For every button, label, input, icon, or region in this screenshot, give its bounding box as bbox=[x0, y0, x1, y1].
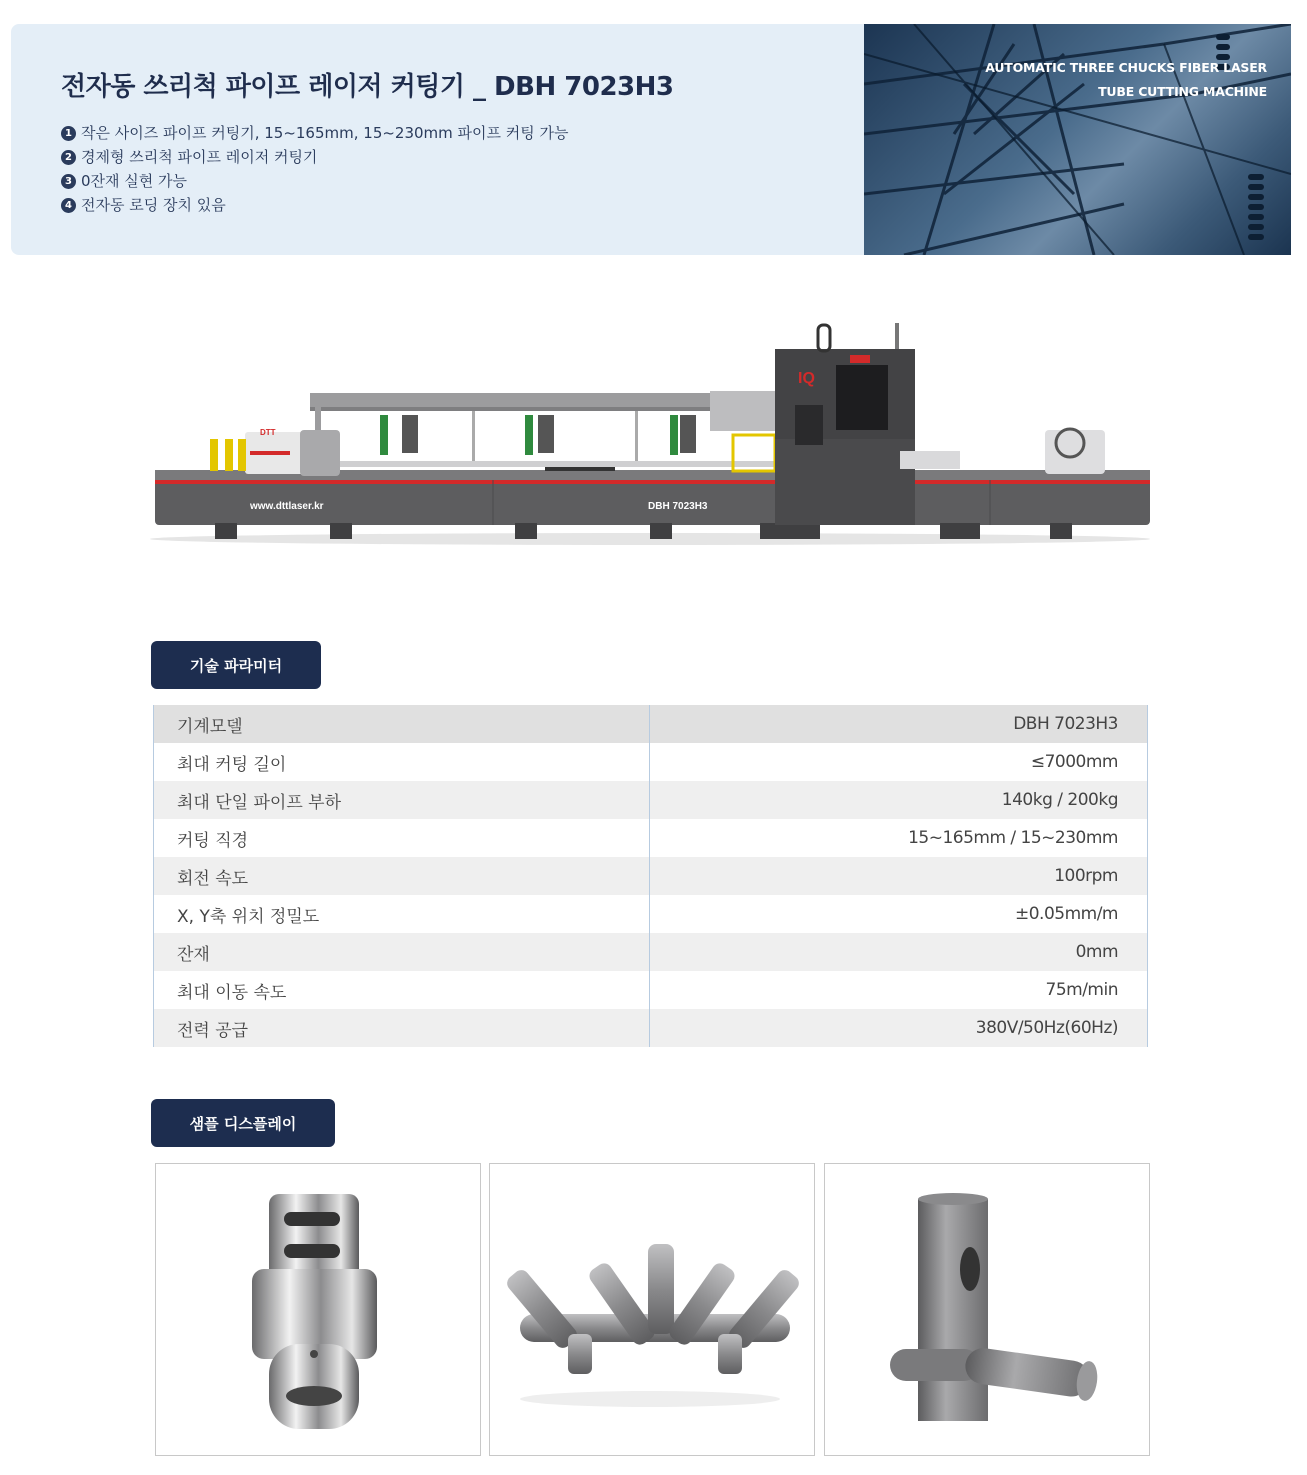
table-row bbox=[154, 933, 1147, 971]
machine-website-label: www.dttlaser.kr bbox=[250, 501, 324, 512]
feature-item bbox=[61, 193, 569, 217]
table-row bbox=[154, 857, 1147, 895]
feature-text: 경제형 쓰리척 파이프 레이저 커팅기 bbox=[81, 148, 318, 166]
feature-number-badge: 3 bbox=[61, 174, 76, 189]
banner-english-line-1: AUTOMATIC THREE CHUCKS FIBER LASER bbox=[985, 60, 1267, 75]
spec-label: X, Y축 위치 정밀도 bbox=[154, 895, 650, 933]
spec-label: 최대 이동 속도 bbox=[154, 971, 650, 1009]
feature-item bbox=[61, 145, 569, 169]
table-row bbox=[154, 971, 1147, 1009]
table-row bbox=[154, 895, 1147, 933]
header-banner bbox=[11, 24, 1291, 255]
table-row bbox=[154, 1009, 1147, 1047]
spec-label: 커팅 직경 bbox=[154, 819, 650, 857]
spec-table bbox=[153, 705, 1148, 1047]
sample-image-branched-tube bbox=[489, 1163, 815, 1456]
feature-number-badge: 4 bbox=[61, 198, 76, 213]
machine-image bbox=[150, 315, 1150, 550]
feature-list bbox=[61, 121, 569, 217]
page-title: 전자동 쓰리척 파이프 레이저 커팅기 _ DBH 7023H3 bbox=[61, 72, 674, 102]
machine-brand-small: DTT bbox=[260, 428, 276, 437]
table-row bbox=[154, 705, 1147, 743]
banner-image-power-tower bbox=[864, 24, 1291, 255]
feature-number-badge: 2 bbox=[61, 150, 76, 165]
feature-item bbox=[61, 169, 569, 193]
spec-value: DBH 7023H3 bbox=[1013, 714, 1118, 734]
spec-label: 최대 단일 파이프 부하 bbox=[154, 781, 650, 819]
table-row bbox=[154, 743, 1147, 781]
feature-number-badge: 1 bbox=[61, 126, 76, 141]
sample-image-intersecting-tubes bbox=[824, 1163, 1150, 1456]
intersecting-tube-sample bbox=[825, 1164, 1151, 1457]
banner-english-line-2: TUBE CUTTING MACHINE bbox=[1098, 84, 1267, 99]
spec-value: ≤7000mm bbox=[1030, 752, 1118, 772]
table-row bbox=[154, 819, 1147, 857]
svg-text:IQ: IQ bbox=[798, 370, 815, 387]
spec-value: ±0.05mm/m bbox=[1014, 904, 1118, 924]
sample-image-stainless-fitting bbox=[155, 1163, 481, 1456]
samples-section-title: 샘플 디스플레이 bbox=[151, 1099, 335, 1147]
spec-value: 380V/50Hz(60Hz) bbox=[975, 1018, 1118, 1038]
feature-text: 0잔재 실현 가능 bbox=[81, 172, 188, 190]
machine-model-label: DBH 7023H3 bbox=[648, 501, 708, 512]
params-section-title: 기술 파라미터 bbox=[151, 641, 321, 689]
spec-label: 잔재 bbox=[154, 933, 650, 971]
banner-text-panel bbox=[11, 24, 864, 255]
spec-label: 기계모델 bbox=[154, 705, 650, 743]
stainless-tube-sample bbox=[156, 1164, 482, 1457]
spec-label: 최대 커팅 길이 bbox=[154, 743, 650, 781]
spec-value: 75m/min bbox=[1045, 980, 1118, 1000]
banner-english-caption bbox=[985, 56, 1267, 104]
feature-text: 전자동 로딩 장치 있음 bbox=[81, 196, 226, 214]
laser-tube-cutting-machine bbox=[150, 315, 1150, 550]
table-row bbox=[154, 781, 1147, 819]
spec-value: 140kg / 200kg bbox=[1001, 790, 1118, 810]
spec-value: 100rpm bbox=[1054, 866, 1118, 886]
spec-value: 0mm bbox=[1075, 942, 1118, 962]
spec-value: 15~165mm / 15~230mm bbox=[908, 828, 1118, 848]
spec-label: 회전 속도 bbox=[154, 857, 650, 895]
spec-label: 전력 공급 bbox=[154, 1009, 650, 1047]
branched-tube-sample bbox=[490, 1164, 816, 1457]
feature-item bbox=[61, 121, 569, 145]
feature-text: 작은 사이즈 파이프 커팅기, 15~165mm, 15~230mm 파이프 커팅 가능 bbox=[81, 124, 569, 142]
